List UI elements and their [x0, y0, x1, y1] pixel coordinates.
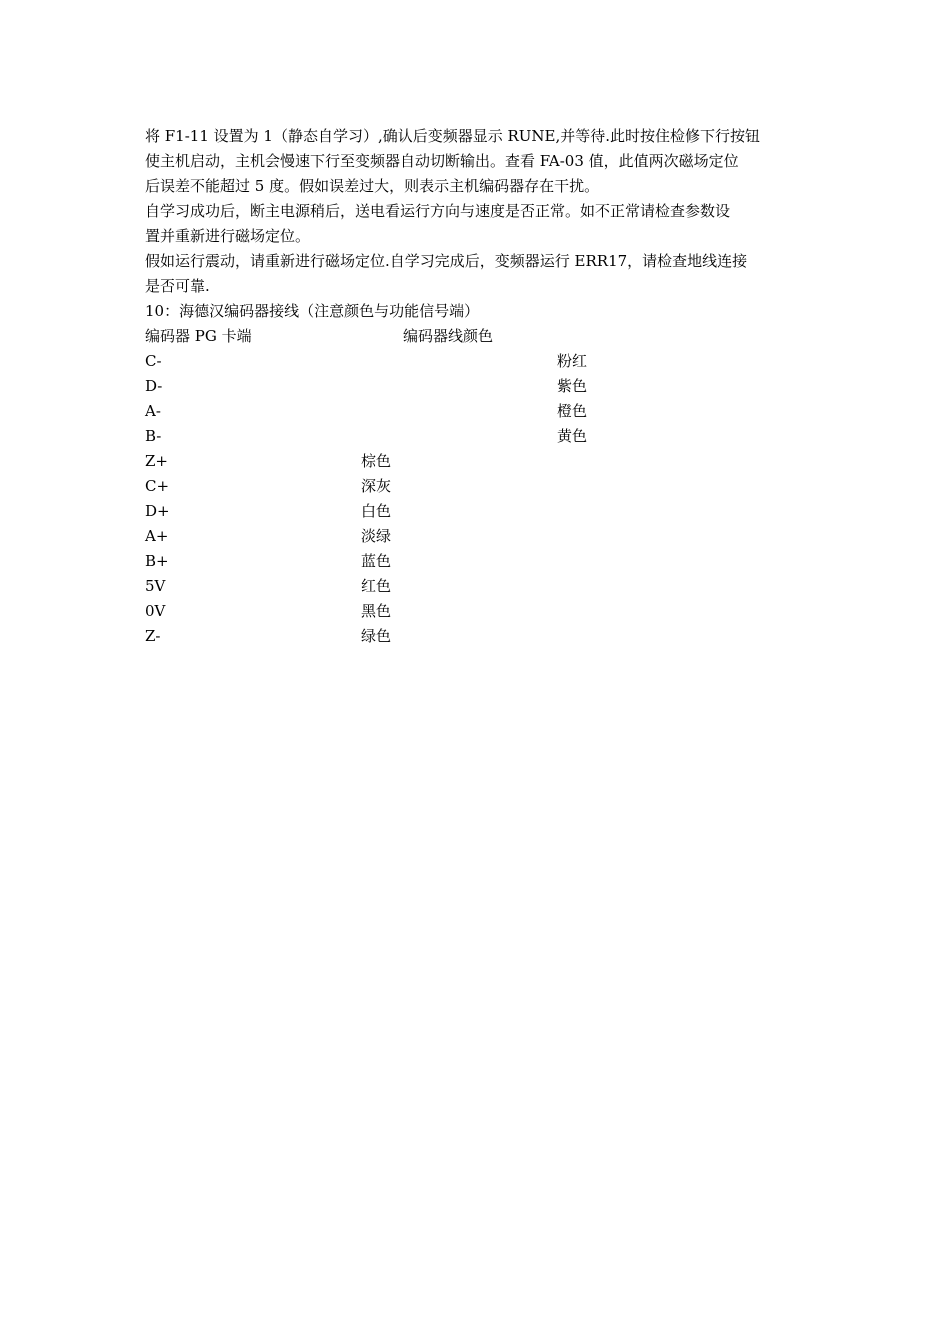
wire-color-label: 粉红 [557, 352, 588, 370]
signal-label: C- [145, 352, 162, 370]
table-row [145, 599, 807, 624]
signal-label: B- [145, 427, 162, 445]
header-wire-color: 编码器线颜色 [403, 327, 494, 345]
paragraph-vibration [145, 249, 807, 299]
text-line: 是否可靠. [145, 277, 210, 295]
signal-label: A- [145, 402, 161, 420]
text-line: 使主机启动，主机会慢速下行至变频器自动切断输出。查看 FA-03 值，此值两次磁场定位 [145, 152, 739, 170]
table-header [145, 324, 807, 349]
table-row [145, 624, 807, 649]
signal-label: Z- [145, 627, 161, 645]
wire-color-label: 绿色 [361, 627, 392, 645]
signal-label: 0V [145, 602, 166, 620]
wire-color-label: 紫色 [557, 377, 588, 395]
table-row [145, 424, 807, 449]
wire-color-label: 橙色 [557, 402, 588, 420]
table-row [145, 374, 807, 399]
signal-label: Z+ [145, 452, 168, 470]
paragraph-self-learning [145, 124, 807, 199]
signal-label: B+ [145, 552, 169, 570]
table-row [145, 499, 807, 524]
wire-color-label: 红色 [361, 577, 392, 595]
document-page [145, 124, 807, 649]
signal-label: A+ [145, 527, 169, 545]
table-row [145, 524, 807, 549]
table-row [145, 349, 807, 374]
text-line: 自学习成功后，断主电源稍后，送电看运行方向与速度是否正常。如不正常请检查参数设 [145, 202, 731, 220]
wire-color-label: 白色 [361, 502, 392, 520]
wire-color-label: 黑色 [361, 602, 392, 620]
header-pg-card: 编码器 PG 卡端 [145, 327, 252, 345]
signal-label: 5V [145, 577, 166, 595]
text-line: 置并重新进行磁场定位。 [145, 227, 311, 245]
table-row [145, 549, 807, 574]
table-row [145, 449, 807, 474]
text-line: 后误差不能超过 5 度。假如误差过大，则表示主机编码器存在干扰。 [145, 177, 600, 195]
wire-color-label: 棕色 [361, 452, 392, 470]
signal-label: D+ [145, 502, 170, 520]
table-row [145, 399, 807, 424]
paragraph-check-direction [145, 199, 807, 249]
text-line: 将 F1-11 设置为 1（静态自学习）,确认后变频器显示 RUNE,并等待.此时按住检修下行按钮 [145, 127, 761, 145]
section-title: 10：海德汉编码器接线（注意颜色与功能信号端） [145, 302, 480, 320]
wire-color-label: 黄色 [557, 427, 588, 445]
signal-label: C+ [145, 477, 170, 495]
wire-color-label: 蓝色 [361, 552, 392, 570]
table-row [145, 574, 807, 599]
text-line: 假如运行震动，请重新进行磁场定位.自学习完成后，变频器运行 ERR17，请检查地线连接 [145, 252, 748, 270]
wire-color-label: 深灰 [361, 477, 392, 495]
wiring-table [145, 349, 807, 649]
table-row [145, 474, 807, 499]
signal-label: D- [145, 377, 163, 395]
wire-color-label: 淡绿 [361, 527, 392, 545]
